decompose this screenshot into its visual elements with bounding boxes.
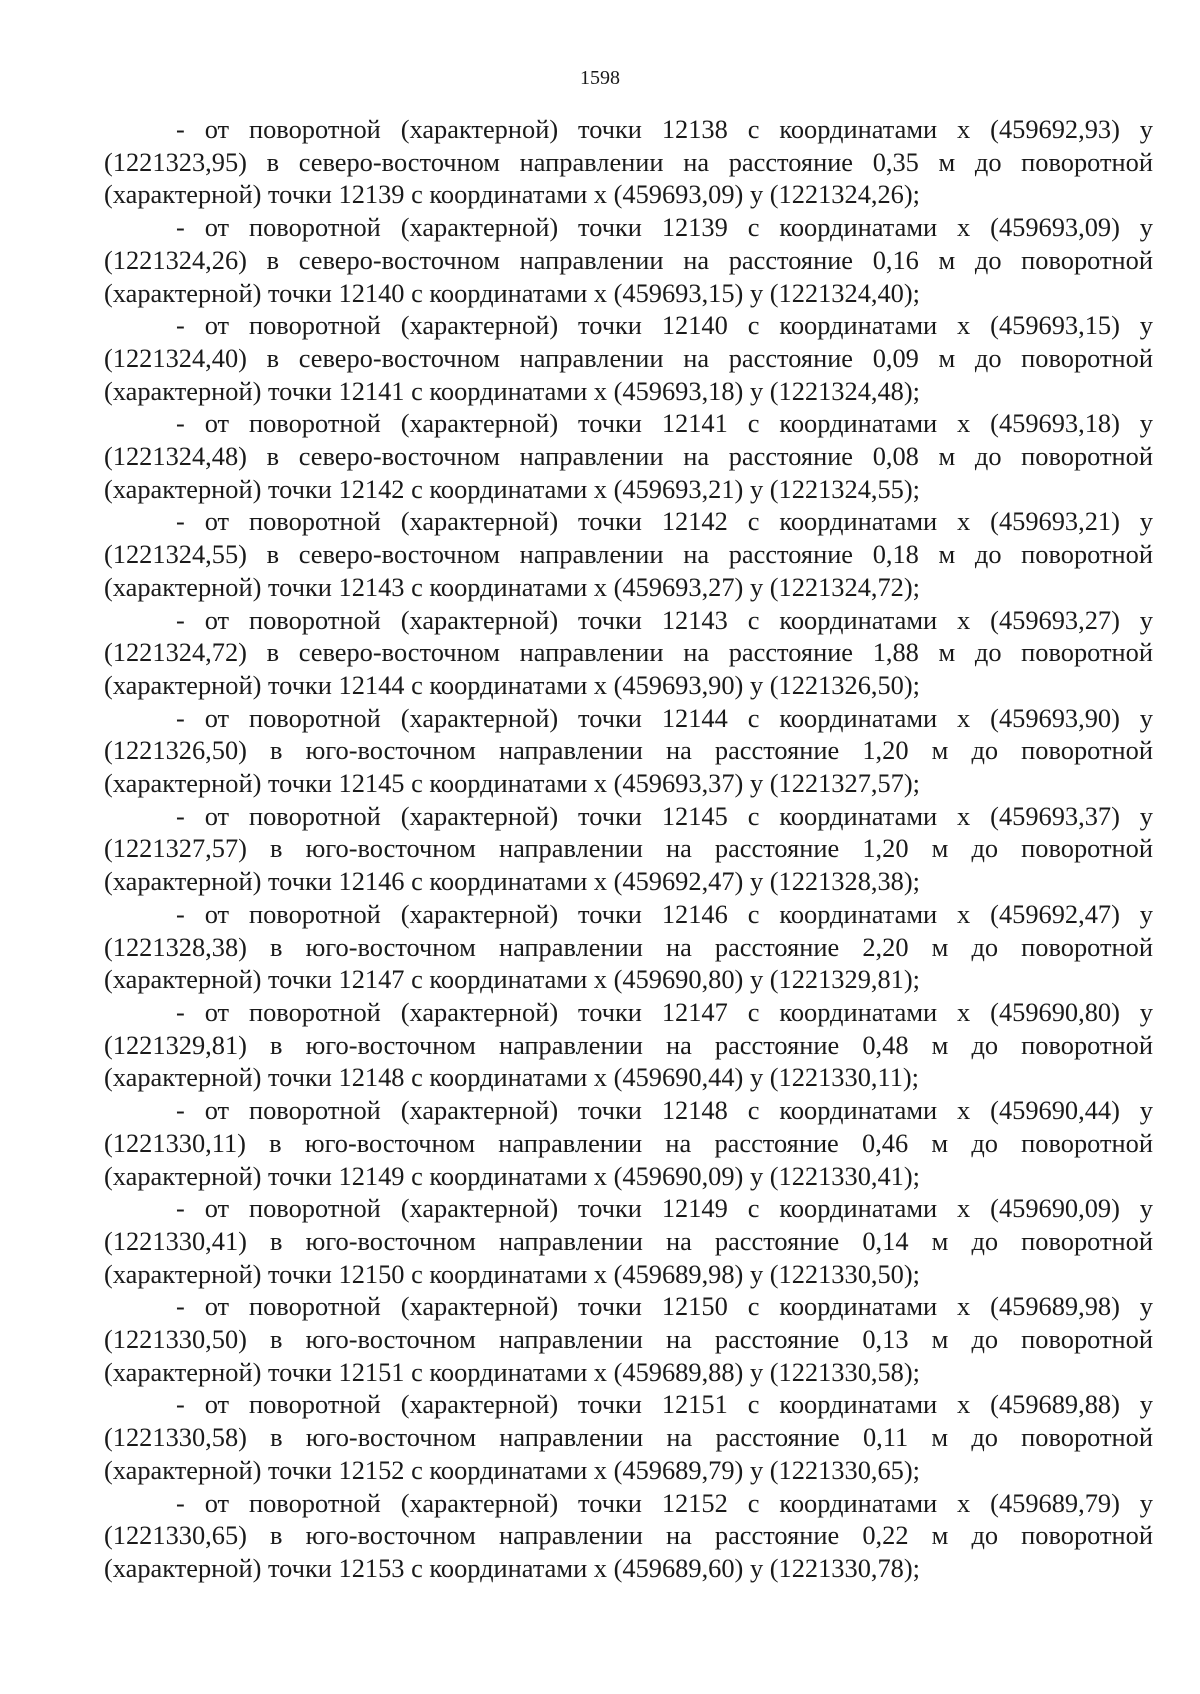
- boundary-segment-paragraph: - от поворотной (характерной) точки 12151 с координатами x (459689,88) y (1221330,58) в юго-восточном направлении на расстояние 0,11 м до поворотной (характерной) точки 12152 с координатами x (459689,79) y (1221330,65);: [104, 1389, 1153, 1485]
- boundary-segment-paragraph: - от поворотной (характерной) точки 12152 с координатами x (459689,79) y (1221330,65) в юго-восточном направлении на расстояние 0,22 м до поворотной (характерной) точки 12153 с координатами x (459689,60) y (1221330,78);: [104, 1487, 1153, 1583]
- boundary-segment-paragraph: - от поворотной (характерной) точки 12145 с координатами x (459693,37) y (1221327,57) в юго-восточном направлении на расстояние 1,20 м до поворотной (характерной) точки 12146 с координатами x (459692,47) y (1221328,38);: [104, 800, 1153, 897]
- boundary-segment-paragraph: - от поворотной (характерной) точки 12141 с координатами x (459693,18) y (1221324,48) в северо-восточном направлении на расстояние 0,08 м до поворотной (характерной) точки 12142 с координатами x (459693,21) y (1221324,55);: [104, 408, 1153, 504]
- boundary-segment-paragraph: - от поворотной (характерной) точки 12143 с координатами x (459693,27) y (1221324,72) в северо-восточном направлении на расстояние 1,88 м до поворотной (характерной) точки 12144 с координатами x (459693,90) y (1221326,50);: [104, 604, 1153, 700]
- boundary-segment-paragraph: - от поворотной (характерной) точки 12147 с координатами x (459690,80) y (1221329,81) в юго-восточном направлении на расстояние 0,48 м до поворотной (характерной) точки 12148 с координатами x (459690,44) y (1221330,11);: [104, 996, 1153, 1093]
- boundary-segment-paragraph: - от поворотной (характерной) точки 12150 с координатами x (459689,98) y (1221330,50) в юго-восточном направлении на расстояние 0,13 м до поворотной (характерной) точки 12151 с координатами x (459689,88) y (1221330,58);: [104, 1291, 1153, 1387]
- boundary-segment-paragraph: - от поворотной (характерной) точки 12140 с координатами x (459693,15) y (1221324,40) в северо-восточном направлении на расстояние 0,09 м до поворотной (характерной) точки 12141 с координатами x (459693,18) y (1221324,48);: [104, 310, 1153, 406]
- boundary-segment-paragraph: - от поворотной (характерной) точки 12139 с координатами x (459693,09) y (1221324,26) в северо-восточном направлении на расстояние 0,16 м до поворотной (характерной) точки 12140 с координатами x (459693,15) y (1221324,40);: [104, 212, 1153, 308]
- boundary-segment-paragraph: - от поворотной (характерной) точки 12148 с координатами x (459690,44) y (1221330,11) в юго-восточном направлении на расстояние 0,46 м до поворотной (характерной) точки 12149 с координатами x (459690,09) y (1221330,41);: [104, 1095, 1153, 1191]
- page-number: 1598: [580, 67, 620, 89]
- boundary-segment-paragraph: - от поворотной (характерной) точки 12142 с координатами x (459693,21) y (1221324,55) в северо-восточном направлении на расстояние 0,18 м до поворотной (характерной) точки 12143 с координатами x (459693,27) y (1221324,72);: [104, 506, 1153, 602]
- boundary-segment-paragraph: - от поворотной (характерной) точки 12138 с координатами x (459692,93) y (1221323,95) в северо-восточном направлении на расстояние 0,35 м до поворотной (характерной) точки 12139 с координатами x (459693,09) y (1221324,26);: [104, 114, 1153, 210]
- boundary-segment-paragraph: - от поворотной (характерной) точки 12144 с координатами x (459693,90) y (1221326,50) в юго-восточном направлении на расстояние 1,20 м до поворотной (характерной) точки 12145 с координатами x (459693,37) y (1221327,57);: [104, 702, 1153, 799]
- boundary-segment-paragraph: - от поворотной (характерной) точки 12146 с координатами x (459692,47) y (1221328,38) в юго-восточном направлении на расстояние 2,20 м до поворотной (характерной) точки 12147 с координатами x (459690,80) y (1221329,81);: [104, 898, 1153, 995]
- document-body: [104, 113, 1153, 1585]
- boundary-segment-paragraph: - от поворотной (характерной) точки 12149 с координатами x (459690,09) y (1221330,41) в юго-восточном направлении на расстояние 0,14 м до поворотной (характерной) точки 12150 с координатами x (459689,98) y (1221330,50);: [104, 1193, 1153, 1289]
